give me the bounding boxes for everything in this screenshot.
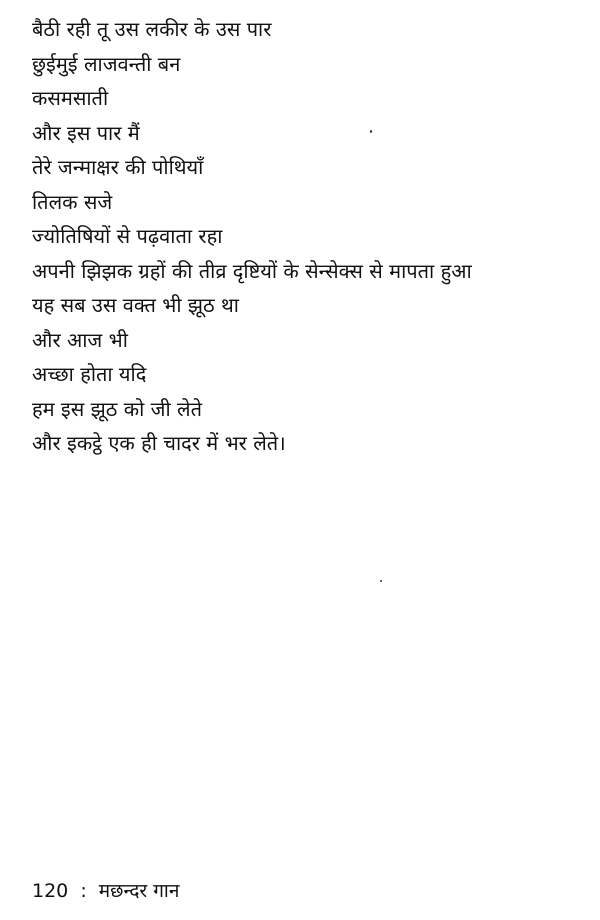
print-speck [370, 130, 372, 133]
poem-line: बैठी रही तू उस लकीर के उस पार [32, 17, 272, 41]
page-footer [32, 878, 179, 904]
book-title: मछन्दर गान [98, 880, 180, 902]
poem-line: तेरे जन्माक्षर की पोथियाँ [32, 155, 204, 179]
poem-line: छुईमुई लाजवन्ती बन [32, 51, 181, 76]
poem-line: अच्छा होता यदि [32, 362, 147, 386]
poem-line: और इकट्ठे एक ही चादर में भर लेते। [32, 431, 286, 455]
footer-separator: : [80, 880, 87, 902]
poem-line: हम इस झूठ को जी लेते [32, 396, 202, 421]
poem-line: कसमसाती [32, 86, 109, 110]
poem-line: यह सब उस वक्त भी झूठ था [32, 293, 239, 317]
print-speck [380, 580, 382, 582]
poem-line: अपनी झिझक ग्रहों की तीव्र दृष्टियों के सेन्सेक्स से मापता हुआ [32, 258, 472, 283]
poem-line: और इस पार मैं [32, 120, 140, 145]
page-number: 120 [32, 880, 69, 902]
poem [32, 12, 592, 461]
poem-line: तिलक सजे [32, 189, 113, 214]
poem-line: और आज भी [32, 327, 128, 352]
poem-line: ज्योतिषियों से पढ़वाता रहा [32, 224, 223, 248]
